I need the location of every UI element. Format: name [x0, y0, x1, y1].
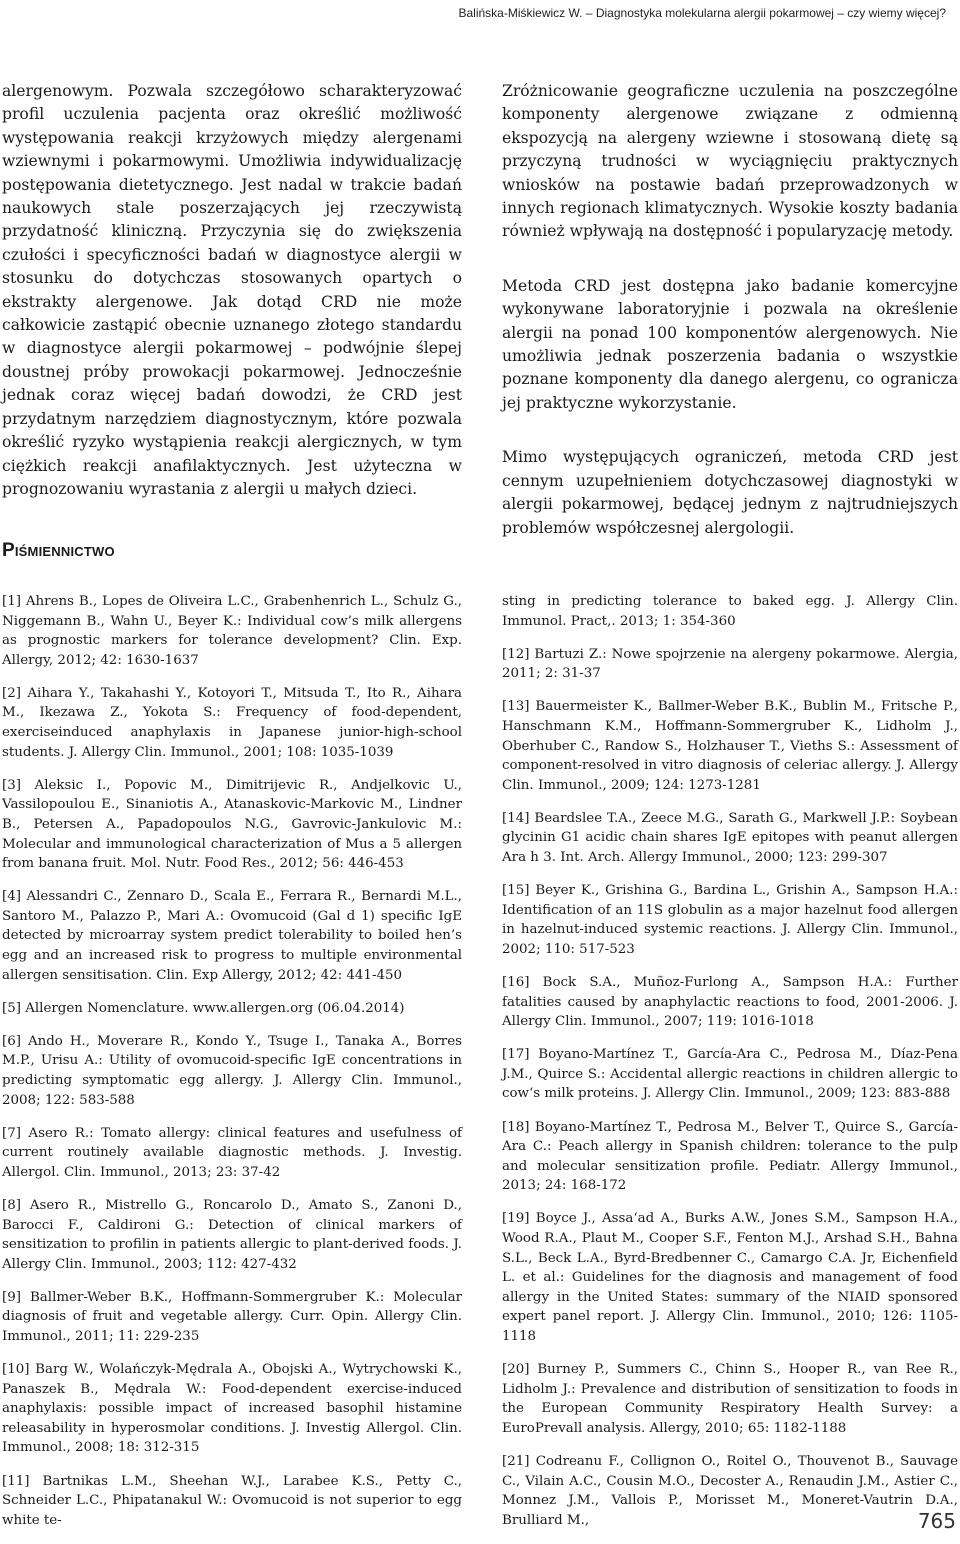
reference-item: sting in predicting tolerance to baked egg. J. Allergy Clin. Immunol. Pract,. 2013; 1: 354-360 — [502, 594, 958, 629]
reference-item: [16] Bock S.A., Muñoz-Furlong A., Sampson H.A.: Further fatalities caused by anaphylactic reactions to food, 2001-2006. J. Allergy Clin. Immunol., 2007; 119: 1016-1018 — [502, 975, 958, 1030]
reference-item: [3] Aleksic I., Popovic M., Dimitrijevic R., Andjelkovic U., Vassilopoulou E., Sinaniotis A., Atanaskovic-Markovic M., Lindner B., Petersen A., Papadopoulos N.G., Gavrovic-Jankulovic M.: Molecular and immunological characterization of Mus a 5 allergen from banana fruit. Mol. Nutr. Food Res., 2012; 56: 446-453 — [2, 777, 462, 872]
body-left-column — [2, 80, 462, 532]
reference-item: [4] Alessandri C., Zennaro D., Scala E., Ferrara R., Bernardi M.L., Santoro M., Palazzo P., Mari A.: Ovomucoid (Gal d 1) specific IgE detected by microarray system predict tolerability to boiled hen’s egg and an increased risk to progress to multiple environmental allergen sensitisation. Clin. Exp Allergy, 2012; 42: 441-450 — [2, 889, 462, 983]
reference-item: [2] Aihara Y., Takahashi Y., Kotoyori T., Mitsuda T., Ito R., Aihara M., Ikezawa Z., Yokota S.: Frequency of food-dependent, exerciseinduced anaphylaxis in Japanese junior-high-school students. J. Allergy Clin. Immunol., 2001; 108: 1035-1039 — [2, 685, 462, 760]
reference-item: [6] Ando H., Moverare R., Kondo Y., Tsuge I., Tanaka A., Borres M.P., Urisu A.: Utility of ovomucoid-specific IgE concentrations in predicting symptomatic egg allergy. J. Allergy Clin. Immunol., 2008; 122: 583-588 — [2, 1033, 462, 1108]
reference-item: [8] Asero R., Mistrello G., Roncarolo D., Amato S., Zanoni D., Barocci F., Caldironi G.: Detection of clinical markers of sensitization to profilin in patients allergic to plant-derived foods. J. Allergy Clin. Immunol., 2003; 112: 427-432 — [2, 1197, 462, 1272]
reference-item: [13] Bauermeister K., Ballmer-Weber B.K., Bublin M., Fritsche P., Hanschmann K.M., Hoffmann-Sommergruber K., Lidholm J., Oberhuber C., Randow S., Holzhauser T., Vieths S.: Assessment of component-resolved in vitro diagnosis of celeriac allergy. J. Allergy Clin. Immunol., 2009; 124: 1273-1281 — [502, 699, 958, 793]
page-number: 765 — [917, 1509, 956, 1533]
reference-item: [1] Ahrens B., Lopes de Oliveira L.C., Grabenhenrich L., Schulz G., Niggemann B., Wahn U., Beyer K.: Individual cow’s milk allergens as prognostic markers for tolerance development? Clin. Exp. Allergy, 2012; 42: 1630-1637 — [2, 594, 462, 668]
running-head: Balińska-Miśkiewicz W. – Diagnostyka molekularna alergii pokarmowej – czy wiemy więcej? — [458, 6, 946, 20]
body-paragraph: alergenowym. Pozwala szczegółowo scharakteryzować profil uczulenia pacjenta oraz określić możliwość występowania reakcji krzyżowych między alergenami wziewnymi i pokarmowymi. Umożliwia indywidualizację postępowania dietetycznego. Jest nadal w trakcie badań naukowych stale poszerzających jej rzeczywistą przydatność kliniczną. Przyczynia się do zwiększenia czułości i specyficzności badań w diagnostyce alergii w stosunku do dotychczas stosowanych opartych o ekstrakty alergenowe. Jak dotąd CRD nie może całkowicie zastąpić obecnie uznanego złotego standardu w diagnostyce alergii pokarmowej – podwójnie ślepej doustnej próby prowokacji pokarmowej. Jednocześnie jednak coraz więcej badań dowodzi, że CRD jest przydatnym narzędziem diagnostycznym, które pozwala określić ryzyko wystąpienia reakcji alergicznych, w tym ciężkich reakcji anafilaktycznych. Jest użyteczna w prognozowaniu wyrastania z alergii u małych dzieci. — [2, 82, 462, 498]
reference-item: [14] Beardslee T.A., Zeece M.G., Sarath G., Markwell J.P.: Soybean glycinin G1 acidic chain shares IgE epitopes with peanut allergen Ara h 3. Int. Arch. Allergy Immunol., 2000; 123: 299-307 — [502, 810, 958, 866]
reference-item: [19] Boyce J., Assa‘ad A., Burks A.W., Jones S.M., Sampson H.A., Wood R.A., Plaut M., Cooper S.F., Fenton M.J., Arshad S.H., Bahna S.L., Beck L.A., Byrd-Bredbenner C., Camargo C.A. Jr, Eichenfield L. et al.: Guidelines for the diagnosis and management of food allergy in the United States: summary of the NIAID sponsored expert panel report. J. Allergy Clin. Immunol., 2010; 126: 1105-1118 — [502, 1211, 958, 1344]
reference-item: [11] Bartnikas L.M., Sheehan W.J., Larabee K.S., Petty C., Schneider L.C., Phipatanakul W.: Ovomucoid is not superior to egg white te- — [2, 1473, 462, 1528]
bibliography-right-column — [502, 592, 958, 1544]
body-paragraph: Metoda CRD jest dostępna jako badanie komercyjne wykonywane laboratoryjnie i pozwala na określenie alergii na ponad 100 komponentów alergenowych. Nie umożliwia jednak poszerzenia badania o wszystkie poznane komponenty dla danego alergenu, co ogranicza jej praktyczne wykorzystanie. — [502, 276, 958, 412]
body-right-column — [502, 80, 958, 571]
reference-item: [18] Boyano-Martínez T., Pedrosa M., Belver T., Quirce S., García-Ara C.: Peach allergy in Spanish children: tolerance to the pulp and molecular sensitization profile. Pediatr. Allergy Immunol., 2013; 24: 168-172 — [502, 1119, 958, 1194]
reference-item: [7] Asero R.: Tomato allergy: clinical features and usefulness of current routinely available diagnostic methods. J. Investig. Allergol. Clin. Immunol., 2013; 23: 37-42 — [2, 1125, 462, 1180]
reference-item: [5] Allergen Nomenclature. www.allergen.org (06.04.2014) — [2, 1000, 405, 1016]
reference-item: [20] Burney P., Summers C., Chinn S., Hooper R., van Ree R., Lidholm J.: Prevalence and distribution of sensitization to foods in the European Community Respiratory Health Survey: a EuroPrevall analysis. Allergy, 2010; 65: 1182-1188 — [502, 1362, 958, 1436]
reference-item: [10] Barg W., Wolańczyk-Mędrala A., Obojski A., Wytrychowski K., Panaszek B., Mędrala W.: Food-dependent exercise-induced anaphylaxis: possible impact of increased basophil histamine releasability in hyperosmolar conditions. J. Investig Allergol. Clin. Immunol., 2008; 18: 312-315 — [2, 1362, 462, 1456]
reference-item: [12] Bartuzi Z.: Nowe spojrzenie na alergeny pokarmowe. Alergia, 2011; 2: 31-37 — [502, 646, 958, 682]
bibliography-left-column — [2, 592, 462, 1544]
reference-item: [15] Beyer K., Grishina G., Bardina L., Grishin A., Sampson H.A.: Identification of an 11S globulin as a major hazelnut food allergen in hazelnut-induced systemic reactions. J. Allergy Clin. Immunol., 2002; 110: 517-523 — [502, 883, 958, 957]
body-paragraph: Zróżnicowanie geograficzne uczulenia na poszczególne komponenty alergenowe związane z odmienną ekspozycją na alergeny wziewne i stosowaną dietę są przyczyną trudności w wyciągnięciu praktycznych wniosków na postawie badań przeprowadzonych w innych regionach klimatycznych. Wysokie koszty badania również wpływają na dostępność i popularyzację metody. — [502, 82, 958, 241]
reference-item: [21] Codreanu F., Collignon O., Roitel O., Thouvenot B., Sauvage C., Vilain A.C., Cousin M.O., Decoster A., Renaudin J.M., Astier C., Monnez J.M., Vallois P., Morisset M., Moneret-Vautrin D.A., Brulliard M., — [502, 1453, 958, 1528]
reference-item: [9] Ballmer-Weber B.K., Hoffmann-Sommergruber K.: Molecular diagnosis of fruit and vegetable allergy. Curr. Opin. Allergy Clin. Immunol., 2011; 11: 229-235 — [2, 1289, 462, 1344]
reference-item: [17] Boyano-Martínez T., García-Ara C., Pedrosa M., Díaz-Pena J.M., Quirce S.: Accidental allergic reactions in children allergic to cow‘s milk proteins. J. Allergy Clin. Immunol., 2009; 123: 883-888 — [502, 1047, 958, 1102]
body-paragraph: Mimo występujących ograniczeń, metoda CRD jest cennym uzupełnieniem dotychczasowej diagnostyki w alergii pokarmowej, będącej jednym z najtrudniejszych problemów współczesnej alergologii. — [502, 448, 958, 537]
bibliography-title: Piśmiennictwo — [2, 540, 115, 561]
